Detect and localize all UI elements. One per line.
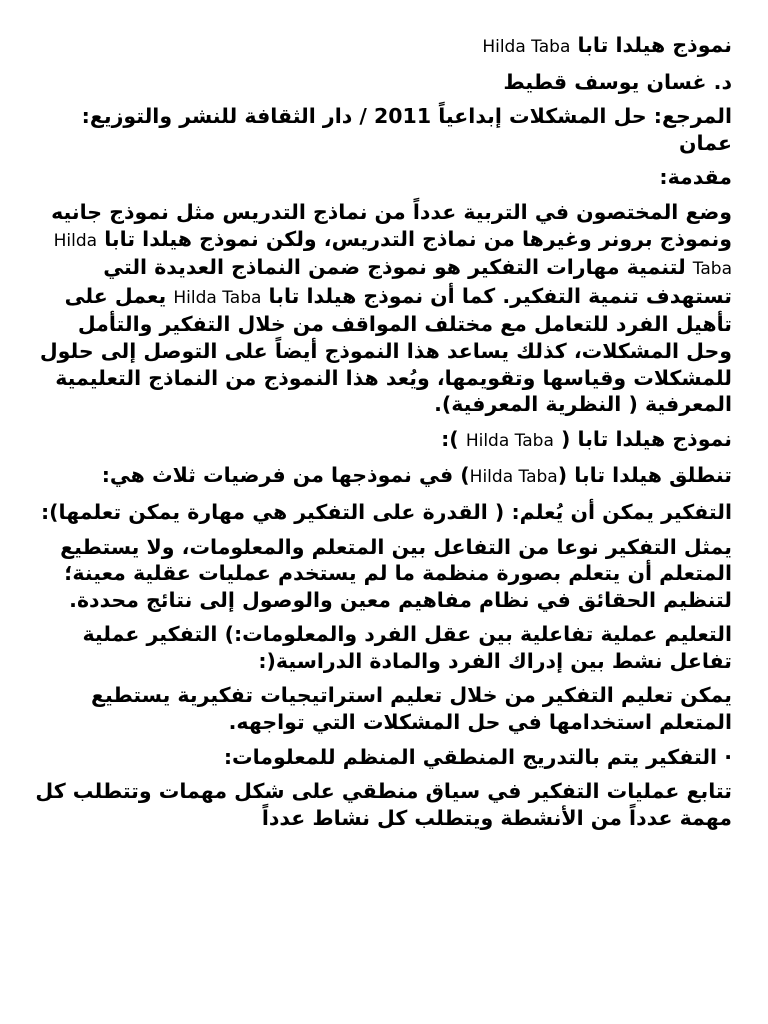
intro-english-2: Hilda Taba [173, 287, 262, 308]
assumptions-english: Hilda Taba [469, 467, 558, 488]
title-english: Hilda Taba [482, 37, 571, 57]
reference-line: المرجع: حل المشكلات إبداعياً 2011 / دار الثقافة للنشر والتوزيع: عمان [81, 104, 732, 155]
model-heading-arabic: نموذج هيلدا تابا ( [561, 426, 732, 451]
document-body [30, 32, 732, 839]
intro-heading: مقدمة: [659, 165, 732, 190]
assumption-2-heading: التعليم عملية تفاعلية بين عقل الفرد والمعلومات:) التفكير عملية تفاعل نشط بين إدراك الفرد والمادة الدراسية(: [82, 622, 732, 673]
author-line: د. غسان يوسف قطيط [503, 69, 732, 94]
assumption-1-body: يمثل التفكير نوعا من التفاعل بين المتعلم والمعلومات، ولا يستطيع المتعلم أن يتعلم بصورة منظمة ما لم يستخدم عمليات عقلية معينة؛ لتنظيم الحقائق في نظام مفاهيم معين والوصول إلى نتائج محددة. [60, 534, 732, 612]
title-arabic: نموذج هيلدا تابا [577, 33, 732, 57]
intro-english-1: Hilda Taba [53, 230, 732, 280]
model-heading-end: ): [441, 426, 459, 451]
model-heading [30, 426, 732, 455]
assumption-3-heading: · التفكير يتم بالتدريج المنطقي المنظم للمعلومات: [223, 744, 732, 769]
assumptions-text-1: تنطلق هيلدا تابا ( [557, 463, 732, 488]
assumptions-text-2: ) في نموذجها من فرضيات ثلاث هي: [101, 463, 470, 488]
model-heading-english: Hilda Taba [465, 430, 554, 451]
intro-paragraph [30, 199, 732, 418]
assumption-1-heading: التفكير يمكن أن يُعلم: ( القدرة على التفكير هي مهارة يمكن تعلمها): [40, 499, 732, 524]
assumptions-intro [30, 462, 732, 491]
intro-text-2: لتنمية مهارات التفكير هو نموذج ضمن النماذج العديدة التي تستهدف تنمية التفكير. كما أن نموذج هيلدا تابا [103, 255, 732, 308]
assumption-3-body: تتابع عمليات التفكير في سياق منطقي على شكل مهمات وتتطلب كل مهمة عدداً من الأنشطة ويتطلب كل نشاط عدداً [35, 779, 732, 830]
document-title [30, 32, 732, 61]
intro-text-3: يعمل على تأهيل الفرد للتعامل مع مختلف المواقف من خلال التفكير والتأمل وحل المشكلات، كذلك يساعد هذا النموذج أيضاً على التوصل إلى حلول للمشكلات وقياسها وتقويمها، ويُعد هذا النموذج من النماذج التعليمية المعرفية ( النظرية المعرفية). [39, 283, 732, 417]
assumption-2-body: يمكن تعليم التفكير من خلال تعليم استراتيجيات تفكيرية يستطيع المتعلم استخدامها في حل المشكلات التي تواجهه. [91, 683, 732, 735]
intro-text-1: وضع المختصون في التربية عدداً من نماذج التدريس مثل نموذج جانيه ونموذج برونر وغيرها من نماذج التدريس، ولكن نموذج هيلدا تابا [51, 199, 732, 251]
